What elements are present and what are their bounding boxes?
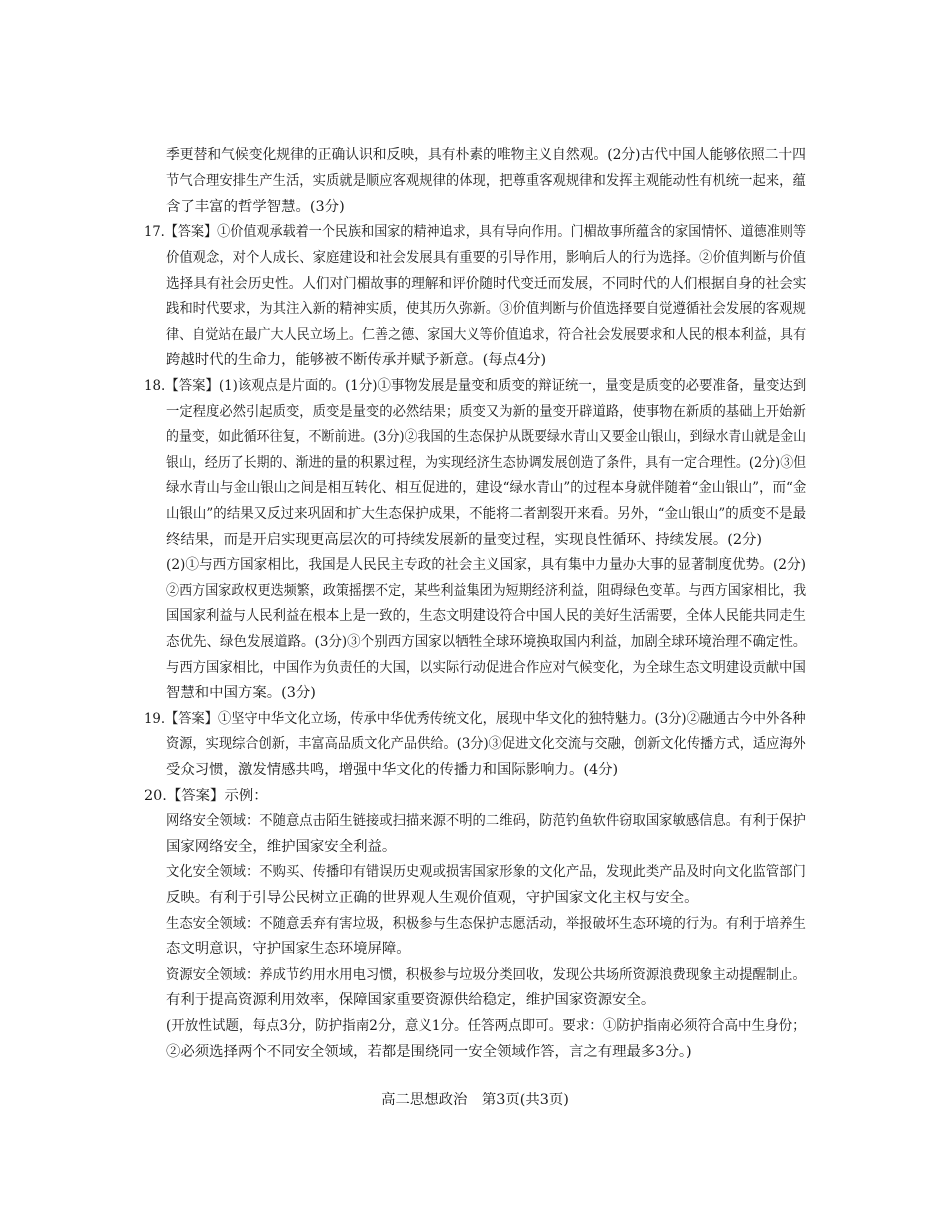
text-line: 的量变，如此循环往复，不断前进。(3分)②我国的生态保护从既要绿水青山又要金山银山，到绿水青山就是金山 bbox=[166, 429, 807, 445]
text-line: 智慧和中国方案。(3分) bbox=[166, 685, 316, 701]
answer-18-line: 18.【答案】(1)该观点是片面的。(1分)①事物发展是量变和质变的辩证统一，量变是质变的必要准备，量变达到 bbox=[144, 378, 807, 394]
text-line: 银山，经历了长期的、渐进的量的积累过程，为实现经济生态协调发展创造了条件，具有一定合理性。(2分)③但 bbox=[166, 455, 807, 471]
text-line: 态优先、绿色发展道路。(3分)③个别西方国家以牺牲全球环境换取国内利益，加剧全球环境治理不确定性。 bbox=[166, 634, 807, 650]
text-line: 网络安全领域：不随意点击陌生链接或扫描来源不明的二维码，防范钓鱼软件窃取国家敏感信息。有利于保护 bbox=[166, 813, 806, 829]
text-line: 节气合理安排生产生活，实质就是顺应客观规律的体现，把尊重客观规律和发挥主观能动性有机统一起来，蕴 bbox=[166, 173, 806, 189]
text-line: ②西方国家政权更迭频繁，政策摇摆不定，某些利益集团为短期经济利益，阻碍绿色变革。与西方国家相比，我 bbox=[166, 583, 807, 599]
text-line: 绿水青山与金山银山之间是相互转化、相互促进的，建设“绿水青山”的过程本身就伴随着“金山银山”，而“金 bbox=[166, 480, 807, 496]
text-line: 国国家利益与人民利益在根本上是一致的，生态文明建设符合中国人民的美好生活需要，全体人民能共同走生 bbox=[166, 608, 806, 624]
text-line: (开放性试题，每点3分，防护指南2分，意义1分。任答两点即可。要求：①防护指南必须符合高中生身份； bbox=[166, 1018, 806, 1034]
text-line: 有利于提高资源利用效率，保障国家重要资源供给稳定，维护国家资源安全。 bbox=[166, 992, 656, 1008]
text-line: 文化安全领域：不购买、传播印有错误历史观或损害国家形象的文化产品，发现此类产品及时向文化监管部门 bbox=[166, 864, 806, 880]
text-line: 律、自觉站在最广大人民立场上。仁善之德、家国大义等价值追求，符合社会发展要求和人民的根本利益，具有 bbox=[166, 327, 807, 343]
text-line: 选择具有社会历史性。人们对门楣故事的理解和评价随时代变迁而发展，不同时代的人们根据自身的社会实 bbox=[166, 276, 807, 292]
answer-20-line: 20.【答案】示例： bbox=[144, 788, 268, 804]
text-line: 价值观念，对个人成长、家庭建设和社会发展具有重要的引导作用，影响后人的行为选择。②价值判断与价值 bbox=[166, 250, 806, 266]
answer-19-line: 19.【答案】①坚守中华文化立场，传承中华优秀传统文化，展现中华文化的独特魅力。(3分)②融通古今中外各种 bbox=[144, 711, 806, 727]
text-line: (2)①与西方国家相比，我国是人民民主专政的社会主义国家，具有集中力量办大事的显著制度优势。(2分) bbox=[166, 557, 806, 573]
text-line: ②必须选择两个不同安全领域，若都是围绕同一安全领域作答，言之有理最多3分。) bbox=[166, 1044, 692, 1060]
text-line: 与西方国家相比，中国作为负责任的大国，以实际行动促进合作应对气候变化，为全球生态文明建设贡献中国 bbox=[166, 660, 806, 676]
answer-17-line: 17.【答案】①价值观承载着一个民族和国家的精神追求，具有导向作用。门楣故事所蕴含的家国情怀、道德准则等 bbox=[144, 224, 807, 240]
text-line: 生态安全领域：不随意丢弃有害垃圾，积极参与生态保护志愿活动，举报破坏生态环境的行为。有利于培养生 bbox=[166, 916, 806, 932]
text-line: 受众习惯，激发情感共鸣，增强中华文化的传播力和国际影响力。(4分) bbox=[166, 762, 619, 778]
text-line: 一定程度必然引起质变，质变是量变的必然结果；质变又为新的量变开辟道路，使事物在新质的基础上开始新 bbox=[166, 404, 806, 420]
text-line: 含了丰富的哲学智慧。(3分) bbox=[166, 199, 345, 215]
text-line: 跨越时代的生命力，能够被不断传承并赋予新意。(每点4分) bbox=[166, 352, 547, 368]
text-line: 践和时代要求，为其注入新的精神实质，使其历久弥新。③价值判断与价值选择要自觉遵循社会发展的客观规 bbox=[166, 301, 806, 317]
page-footer: 高二思想政治 第3页(共3页) bbox=[381, 1092, 569, 1108]
text-line: 态文明意识，守护国家生态环境屏障。 bbox=[166, 941, 411, 957]
text-line: 资源安全领域：养成节约用水用电习惯，积极参与垃圾分类回收，发现公共场所资源浪费现象主动提醒制止。 bbox=[166, 967, 806, 983]
text-line: 资源，实现综合创新，丰富高品质文化产品供给。(3分)③促进文化交流与交融，创新文化传播方式，适应海外 bbox=[166, 736, 806, 752]
text-line: 季更替和气候变化规律的正确认识和反映，具有朴素的唯物主义自然观。(2分)古代中国人能够依照二十四 bbox=[166, 147, 806, 163]
text-line: 反映。有利于引导公民树立正确的世界观人生观价值观，守护国家文化主权与安全。 bbox=[166, 890, 699, 906]
text-line: 终结果，而是开启实现更高层次的可持续发展新的量变过程，实现良性循环、持续发展。(2分) bbox=[166, 532, 763, 548]
text-line: 国家网络安全，维护国家安全利益。 bbox=[166, 839, 397, 855]
text-line: 山银山”的结果又反过来巩固和扩大生态保护成果，不能将二者割裂开来看。另外，“金山银山”的质变不是最 bbox=[166, 506, 807, 522]
